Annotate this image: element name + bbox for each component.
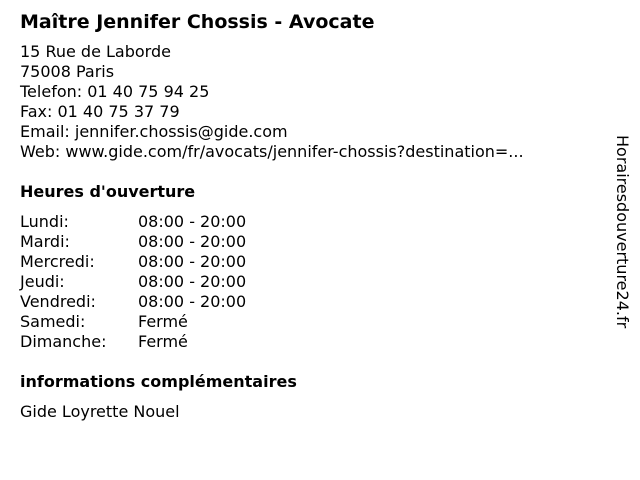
page-title: Maître Jennifer Chossis - Avocate [20,11,375,33]
day-label: Jeudi: [20,272,65,291]
opening-hours-heading: Heures d'ouverture [20,182,196,201]
site-watermark: Horairesdouverture24.fr [613,135,632,329]
day-hours: 08:00 - 20:00 [138,232,247,251]
day-label: Lundi: [20,212,69,231]
opening-hours-table [20,212,600,352]
day-hours: 08:00 - 20:00 [138,292,247,311]
website-link[interactable]: Web: www.gide.com/fr/avocats/jennifer-chossis?destination=... [20,142,524,161]
day-label: Dimanche: [20,332,107,351]
additional-info-heading: informations complémentaires [20,372,297,391]
day-label: Samedi: [20,312,86,331]
hours-row-dimanche [20,332,600,352]
day-hours: Fermé [138,332,188,351]
email-address: Email: jennifer.chossis@gide.com [20,122,288,141]
fax-number: Fax: 01 40 75 37 79 [20,102,180,121]
hours-row-samedi [20,312,600,332]
day-label: Vendredi: [20,292,96,311]
address-city: 75008 Paris [20,62,115,81]
day-hours: 08:00 - 20:00 [138,272,247,291]
additional-info-text: Gide Loyrette Nouel [20,402,180,421]
phone-number: Telefon: 01 40 75 94 25 [20,82,210,101]
hours-row-vendredi [20,292,600,312]
day-hours: 08:00 - 20:00 [138,212,247,231]
hours-row-jeudi [20,272,600,292]
day-label: Mercredi: [20,252,95,271]
day-hours: 08:00 - 20:00 [138,252,247,271]
day-label: Mardi: [20,232,70,251]
business-card [20,10,600,422]
hours-row-mercredi [20,252,600,272]
hours-row-mardi [20,232,600,252]
day-hours: Fermé [138,312,188,331]
address-street: 15 Rue de Laborde [20,42,171,61]
hours-row-lundi [20,212,600,232]
